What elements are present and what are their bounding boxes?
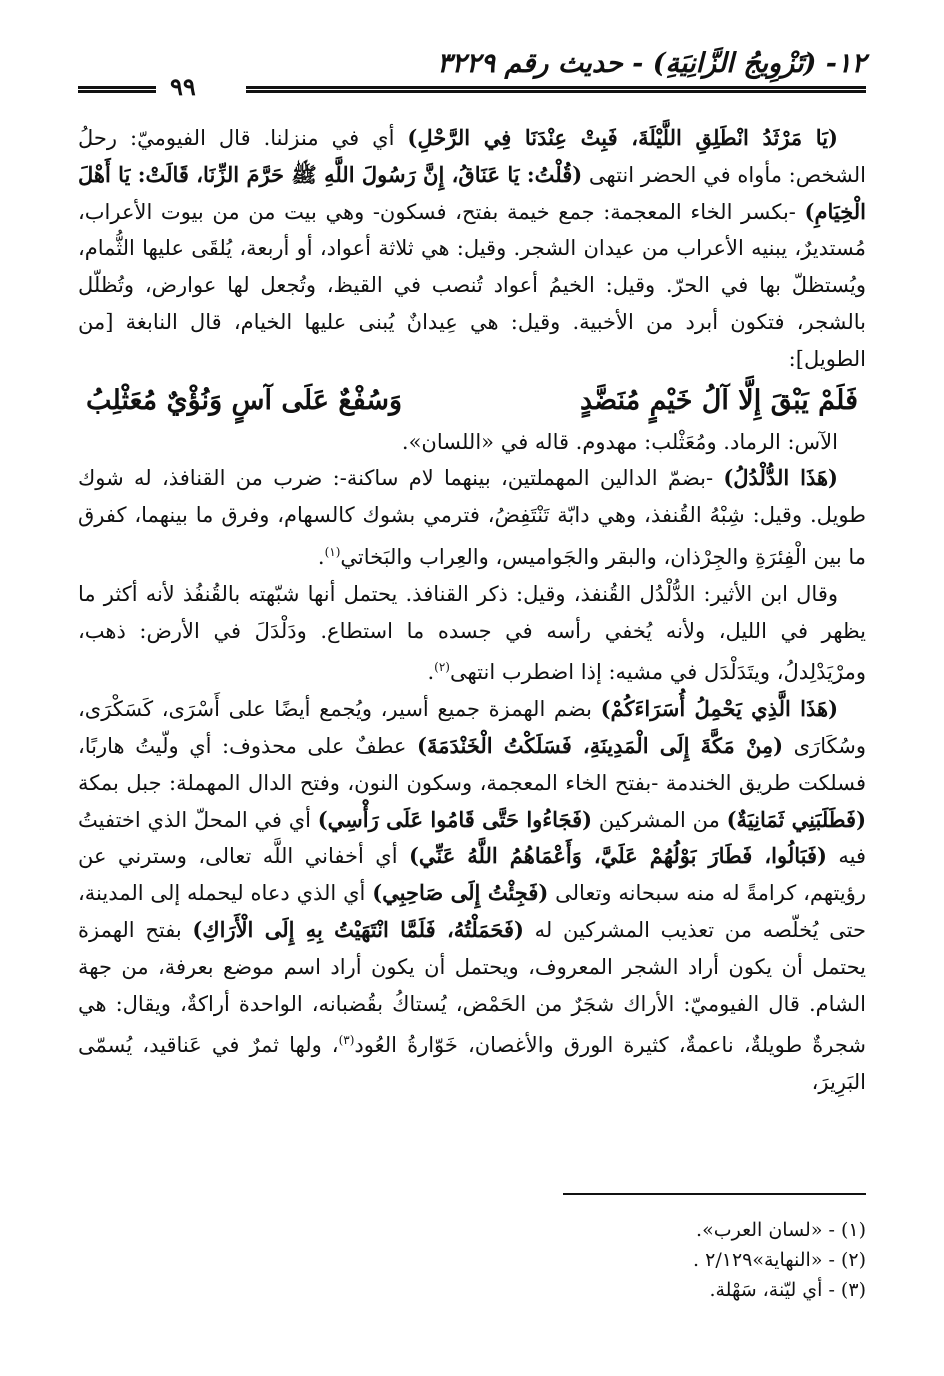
paragraph-1 [78, 120, 866, 378]
commentary: بضم الهمزة جميع أسير، ويُجمع أيضًا على أَسْرَى، كَسَكْرَى، وسُكَارَى [78, 697, 866, 758]
footnote-ref: (٣) [338, 1033, 355, 1048]
poem-hemistich-2: وَسُفْعٌ عَلَى آسٍ وَنُؤْيٌ مُعَثْلِبُ [86, 384, 403, 416]
commentary: ، ولها ثمرٌ في عَناقيد، يُسمّى البَرِيرَ، [78, 1033, 866, 1095]
footnote-2: (٢) - «النهاية»٢/١٢٩ . [693, 1249, 866, 1271]
commentary: -بكسر الخاء المعجمة: جمع خيمة بفتح، فسكون- وهي بيت من من بيوت الأعراب، مُستديرٌ، يبنيه الأعراب من عيدان الشجر. وقيل: هي ثلاثة أعواد، أو أربعة، يُلقَى عليها الثُّمام، ويُستظلّ بها في الحرّ. وقيل: الخيمُ أعواد تُنصب في القيظ، وتُجعل لها عوارض، وتُظلّل بالشجر، فتكون أبرد من الأخبية. وقيل: هي عِيدانٌ يُبنى عليها الخيام، قال النابغة [من الطويل]: [78, 199, 866, 371]
page-number: ٩٩ [170, 72, 196, 101]
hadith-quote: (هَذَا الَّذِي يَحْمِلُ أُسَرَاءَكُمْ) [600, 696, 839, 722]
paragraph-3 [78, 576, 866, 691]
commentary: . [427, 660, 435, 685]
hadith-quote: (فَبَالُوا، فَطَارَ بَوْلُهُمْ عَلَيَّ، وَأَعْمَاهُمُ اللَّهُ عَنِّي) [408, 843, 827, 869]
footnote-1: (١) - «لسان العرب». [696, 1219, 866, 1241]
hadith-quote: (فَجَاءُوا حَتَّى قَامُوا عَلَى رَأْسِي) [317, 806, 593, 832]
header-rule-short [78, 86, 156, 93]
footnote-divider [563, 1193, 866, 1195]
commentary: أي في منزلنا. قال الفيوميّ: رحلُ الشخص: مأواه في الحضر انتهى [78, 126, 866, 187]
header-rule [246, 86, 866, 93]
hadith-quote: (فَحَمَلْتُهُ، فَلَمَّا انْتَهَيْتُ بِهِ إِلَى الْأَرَاكِ) [192, 916, 524, 942]
footnote-ref: (٢) [434, 660, 450, 675]
main-text [78, 120, 866, 1101]
poem-note: الآس: الرماد. ومُعَثْلب: مهدوم. قاله في «اللسان». [401, 429, 838, 454]
commentary: -بضمّ الدالين المهملتين، بينهما لام ساكنة-: ضرب من القنافذ، له شوك طويل. وقيل: شِبْهُ القُنفذ، وهي دابّة تَنْتَفِضُ، فترمي بشوك كالسهام، وفرق ما بينهما، كفرق ما بين الْفِئرَةِ والجِرْذان، والبقر والجَواميس، والعِراب والبَخاتي [78, 466, 866, 569]
hadith-quote: (مِنْ مَكَّةَ إِلَى الْمَدِينَةِ، فَسَلَكْتُ الْخَنْدَمَةَ) [417, 732, 784, 758]
footnote-3: (٣) - أي ليّنة، سَهْلة. [709, 1279, 866, 1301]
commentary: . [317, 544, 325, 569]
paragraph-4 [78, 691, 866, 1101]
page-header [78, 40, 866, 100]
commentary: عطفٌ على محذوف: أي ولّيتُ هاربًا، فسلكت طريق الخندمة -بفتح الخاء المعجمة، وسكون النون، وفتح الدال المهملة: جبل بمكة [78, 733, 866, 795]
paragraph-2 [78, 460, 866, 575]
hadith-quote: (هَذَا الدُّلْدُلُ) [723, 465, 838, 491]
commentary: أي الذي دعاه ليحمله إلى المدينة، حتى يُخلّصه من تعذيب المشركين له [78, 881, 866, 942]
commentary: أي أخفاني اللَّه تعالى، وسترني عن رؤيتهم، كرامةً له منه سبحانه وتعالى [78, 844, 866, 906]
poem-hemistich-1: فَلَمْ يَبْقَ إِلَّا آلُ خَيْمٍ مُنَضَّدٍ [579, 384, 858, 416]
hadith-quote: (قُلْتُ: يَا عَنَاقُ، إِنَّ رَسُولَ اللَّهِ ﷺ حَرَّمَ الزِّنَا، قَالَتْ: يَا أَهْلَ الْخِيَامِ) [78, 161, 866, 224]
commentary: وقال ابن الأثير: الدُّلْدُل القُنفذ، وقيل: ذكر القنافذ. يحتمل أنها شبّهته بالقُنفُذ لأنه أكثر ما يظهر في الليل، ولأنه يُخفي رأسه في جسده ما استطاع. ودَلْدَلَ في الأرض: ذهب، ومرْيَدْلِدلُ، ويتَدَلْدَل في مشيه: إذا اضطرب انتهى [78, 581, 866, 685]
hadith-quote: (فَطَلَبَنِي ثَمَانِيَةٌ) [726, 806, 867, 832]
running-title: ١٢- (تَزْوِيجُ الزَّانِيَةِ) - حديث رقم ٣٢٢٩ [437, 48, 866, 79]
commentary: أي في المحلّ الذي اختفيتُ فيه [78, 807, 866, 869]
commentary: بفتح الهمزة يحتمل أن يكون أراد الشجر المعروف، ويحتمل أن يكون أراد اسم موضع بعرفة، من جهة الشام. قال الفيوميّ: الأراك شجَرٌ من الحَمْض، يُستاكُ بقُضبانه، الواحدة أراكةٌ، ويقال: هي شجرةٌ طويلةٌ، ناعمةٌ، كثيرة الورق والأغصان، خَوّارةُ العُود [78, 917, 866, 1058]
poem-verse [78, 380, 866, 422]
footnotes [466, 1215, 866, 1305]
hadith-quote: (فَجِئْتُ إِلَى صَاحِبِي) [372, 880, 549, 906]
commentary: من المشركين [592, 807, 727, 832]
hadith-quote: (يَا مَرْثَدُ انْطَلِقِ اللَّيْلَةَ، فَبِتْ عِنْدَنَا فِي الرَّحْلِ) [407, 125, 838, 150]
footnote-ref: (١) [324, 544, 341, 559]
